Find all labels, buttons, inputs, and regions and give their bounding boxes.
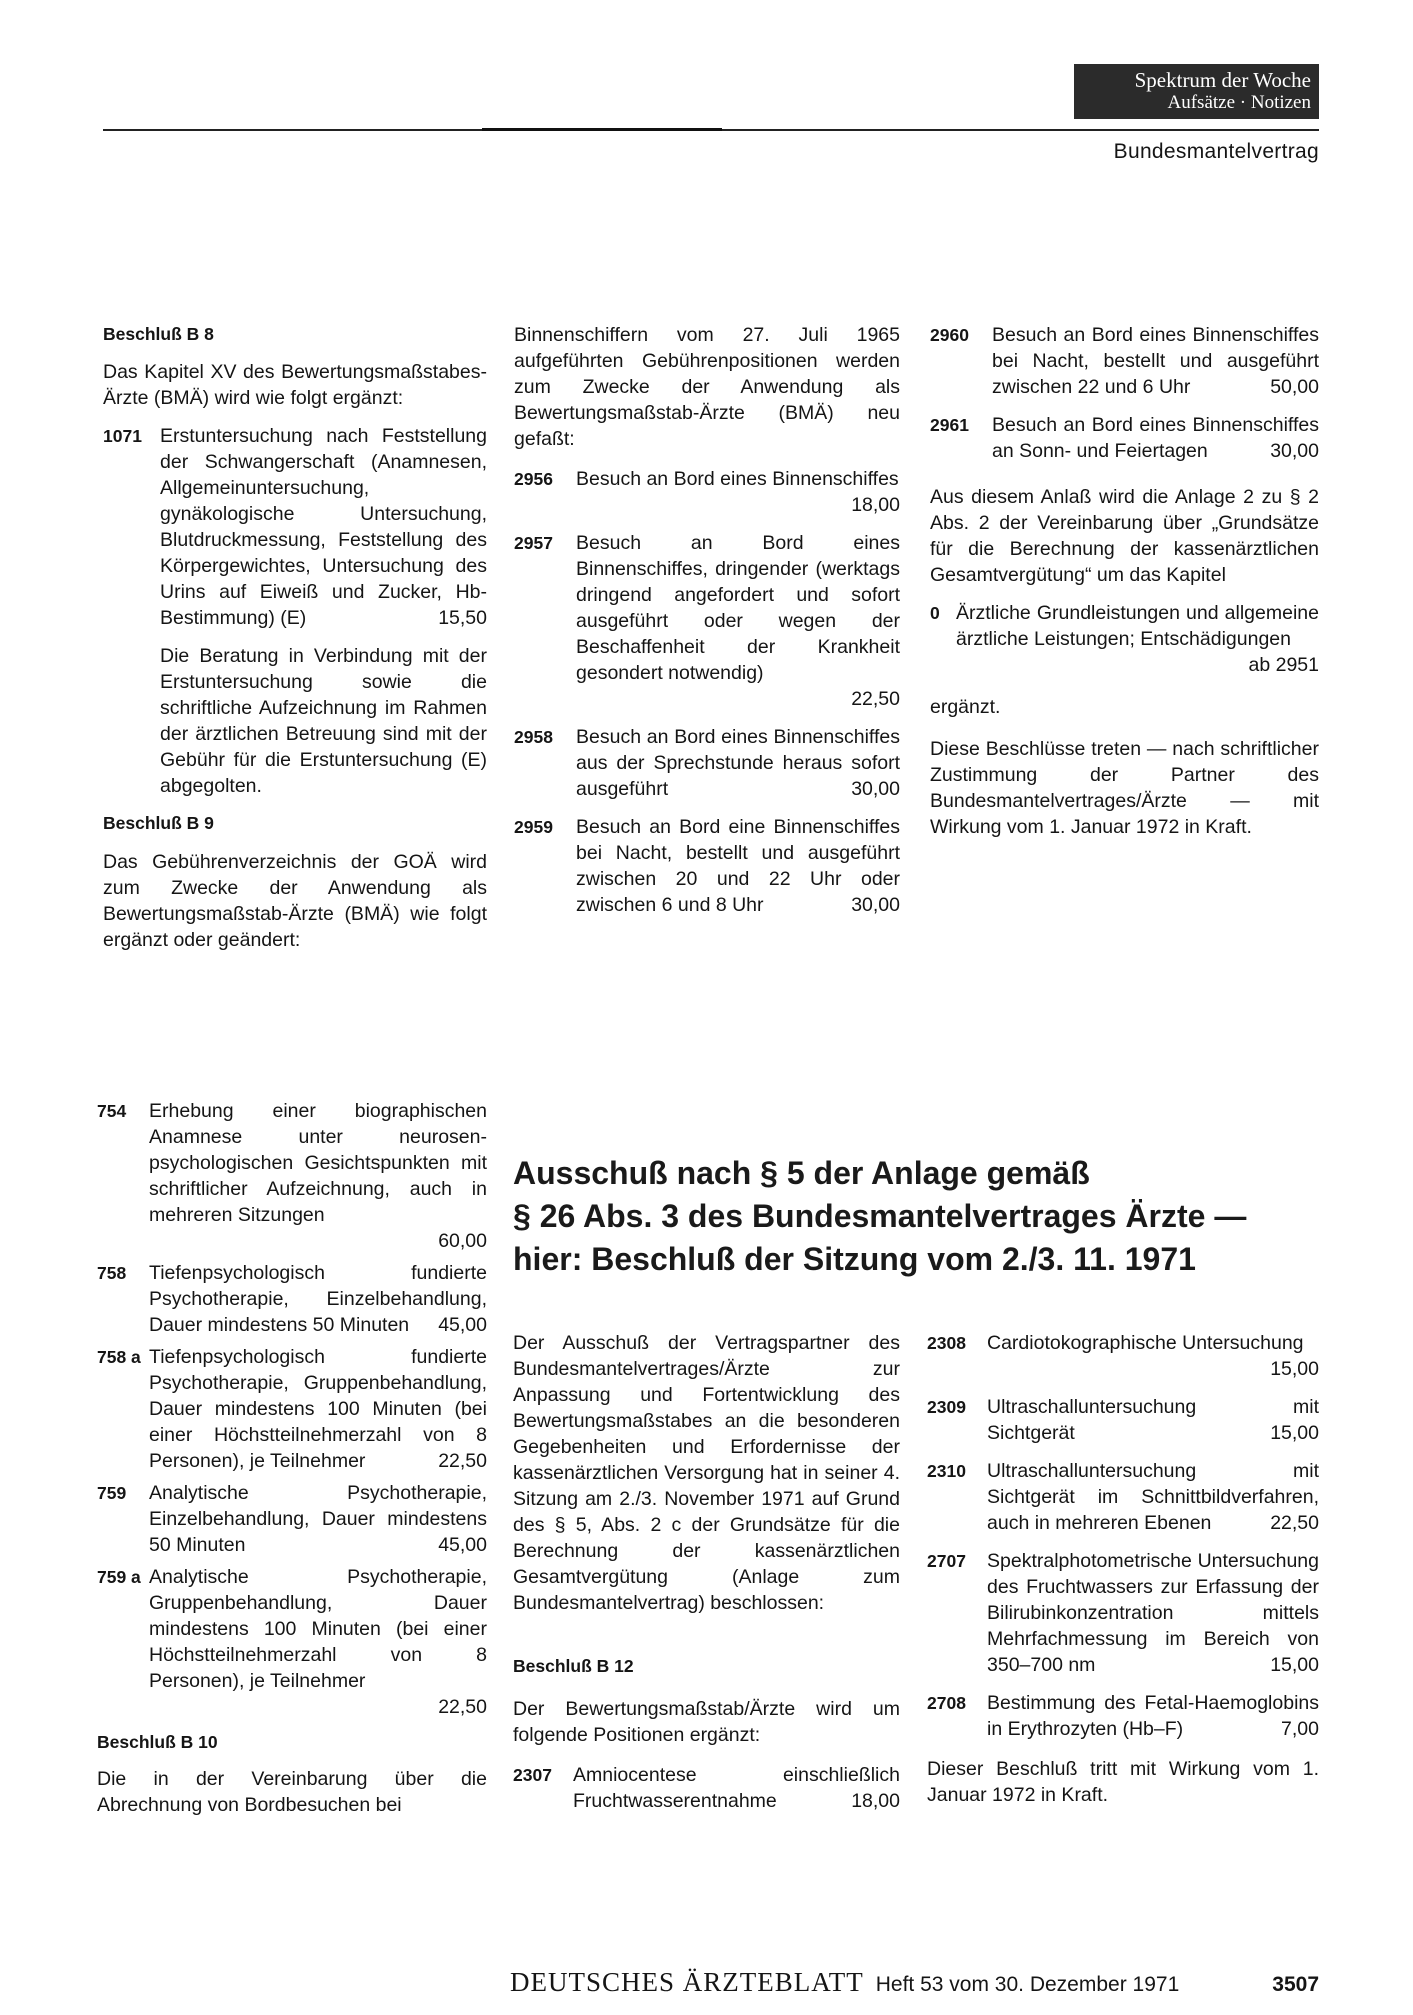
position-price: 60,00 — [438, 1230, 487, 1252]
position-759a — [97, 1564, 487, 1720]
position-price: 22,50 — [1270, 1512, 1319, 1534]
position-2959 — [514, 814, 900, 918]
position-text: Ultraschalluntersuchung mit Sichtgerät — [987, 1396, 1319, 1444]
position-text: Besuch an Bord eines Binnenschiffes, dringender (werktags dringend angefordert und sofort ausgeführt oder wegen der Beschaffenheit der Krankheit gesondert notwendig) — [576, 532, 900, 684]
closing-text: Dieser Beschluß tritt mit Wirkung vom 1. Januar 1972 in Kraft. — [927, 1758, 1319, 1806]
column-1-top — [103, 322, 487, 953]
position-number: 2309 — [927, 1397, 966, 1417]
position-text: Tiefenpsychologisch fundierte Psychotherapie, Einzelbehandlung, Dauer mindestens 50 Minuten — [149, 1262, 487, 1336]
position-price: 22,50 — [438, 1450, 487, 1472]
position-number: 2959 — [514, 817, 553, 837]
article-title-line1: Ausschuß nach § 5 der Anlage gemäß — [513, 1155, 1090, 1191]
column-2-bottom — [513, 1330, 900, 1814]
position-758 — [97, 1260, 487, 1338]
article-title-line2: § 26 Abs. 3 des Bundesmantelvertrages Ärzte — — [513, 1198, 1247, 1234]
section-badge — [1074, 64, 1319, 119]
beschluss-b8-intro: Das Kapitel XV des Bewertungsmaßstabes-Ärzte (BMÄ) wird wie folgt ergänzt: — [103, 361, 487, 409]
position-number: 2956 — [514, 469, 553, 489]
position-text: Ultraschalluntersuchung mit Sichtgerät im Schnittbildverfahren, auch in mehreren Ebenen — [987, 1460, 1319, 1534]
position-number: 754 — [97, 1101, 127, 1121]
position-2960 — [930, 322, 1319, 400]
chapter-number: 0 — [930, 603, 940, 623]
beschluss-b12-intro: Der Bewertungsmaßstab/Ärzte wird um folgende Positionen ergänzt: — [513, 1698, 900, 1746]
position-price: 7,00 — [1281, 1718, 1319, 1740]
position-758a — [97, 1344, 487, 1474]
position-2308 — [927, 1330, 1319, 1382]
position-number: 2957 — [514, 533, 553, 553]
position-1071-note: Die Beratung in Verbindung mit der Erstuntersuchung sowie die schriftliche Aufzeichnung im Rahmen der ärztlichen Betreuung sind mit der Gebühr für die Erstuntersuchung (E) abgegolten. — [160, 645, 487, 797]
position-2961 — [930, 412, 1319, 464]
position-759 — [97, 1480, 487, 1558]
column-3-bottom — [927, 1330, 1319, 1808]
column-3-top — [930, 322, 1319, 840]
beschluss-b10-text: Die in der Vereinbarung über die Abrechnung von Bordbesuchen bei — [97, 1768, 487, 1816]
column-1-bottom — [97, 1098, 487, 1818]
beschluss-b9-intro: Das Gebührenverzeichnis der GOÄ wird zum Zwecke der Anwendung als Bewertungsmaßstab-Ärzte (BMÄ) wie folgt ergänzt oder geändert: — [103, 851, 487, 951]
position-price: 15,00 — [1270, 1654, 1319, 1676]
column-2-intro: Binnenschiffern vom 27. Juli 1965 aufgeführten Gebührenpositionen werden zum Zwecke der Anwendung als Bewertungsmaßstab-Ärzte (BMÄ) neu gefaßt: — [514, 324, 900, 450]
position-text: Besuch an Bord eines Binnenschiffes an Sonn- und Feiertagen — [992, 414, 1319, 462]
position-price: 15,00 — [1270, 1422, 1319, 1444]
position-text: Erhebung einer biographischen Anamnese unter neurosen-psychologischen Gesichtspunkten mit schriftlicher Aufzeichnung, auch in mehreren Sitzungen — [149, 1100, 487, 1226]
ergaenzt-text: ergänzt. — [930, 696, 1001, 718]
position-price: 45,00 — [438, 1314, 487, 1336]
position-price: 22,50 — [438, 1696, 487, 1718]
position-price: 15,50 — [438, 607, 487, 629]
position-2707 — [927, 1548, 1319, 1678]
position-text: Erstuntersuchung nach Feststellung der Schwangerschaft (Anamnesen, Allgemeinuntersuchung, gynäkologische Untersuchung, Blutdruckmessung, Feststellung des Körpergewichtes, Untersuchung des Urins auf Eiweiß und Zucker, Hb-Bestimmung) (E) — [160, 425, 487, 629]
issue-info: Heft 53 vom 30. Dezember 1971 — [875, 1973, 1180, 1996]
position-number: 759 a — [97, 1567, 141, 1587]
position-number: 759 — [97, 1483, 127, 1503]
position-price: 50,00 — [1270, 376, 1319, 398]
beschluss-b8-heading: Beschluß B 8 — [103, 324, 214, 344]
position-text: Analytische Psychotherapie, Gruppenbehandlung, Dauer mindestens 100 Minuten (bei einer Höchstteilnehmerzahl von 8 Personen), je Teilnehmer — [149, 1566, 487, 1692]
position-number: 2960 — [930, 325, 969, 345]
position-2309 — [927, 1394, 1319, 1446]
header-rule-accent — [482, 128, 722, 131]
position-text: Besuch an Bord eine Binnenschiffes bei Nacht, bestellt und ausgeführt zwischen 20 und 22 Uhr oder zwischen 6 und 8 Uhr — [576, 816, 900, 916]
chapter-range: ab 2951 — [1248, 654, 1319, 676]
position-price: 45,00 — [438, 1534, 487, 1556]
column-2-top — [514, 322, 900, 918]
position-number: 758 — [97, 1263, 127, 1283]
position-2310 — [927, 1458, 1319, 1536]
badge-line2: Aufsätze · Notizen — [1167, 92, 1311, 113]
article-intro: Der Ausschuß der Vertragspartner des Bundesmantelvertrages/Ärzte zur Anpassung und Fortentwicklung des Bewertungsmaßstabes an die besonderen Gegebenheiten und Erfordernisse der kassenärztlichen Versorgung hat in seiner 4. Sitzung am 2./3. November 1971 auf Grund des § 5, Abs. 2 c der Grundsätze für die Berechnung der kassenärztlichen Gesamtvergütung (Anlage zum Bundesmantelvertrag) beschlossen: — [513, 1332, 900, 1614]
position-2708 — [927, 1690, 1319, 1742]
position-text: Tiefenpsychologisch fundierte Psychotherapie, Gruppenbehandlung, Dauer mindestens 100 Minuten (bei einer Höchstteilnehmerzahl von 8 Personen), je Teilnehmer — [149, 1346, 487, 1472]
position-text: Besuch an Bord eines Binnenschiffes — [576, 468, 899, 490]
position-text: Cardiotokographische Untersuchung — [987, 1332, 1304, 1354]
position-price: 18,00 — [851, 494, 900, 516]
position-text: Besuch an Bord eines Binnenschiffes aus der Sprechstunde heraus sofort ausgeführt — [576, 726, 900, 800]
position-number: 2707 — [927, 1551, 966, 1571]
badge-line1: Spektrum der Woche — [1134, 68, 1311, 92]
position-text: Besuch an Bord eines Binnenschiffes bei Nacht, bestellt und ausgeführt zwischen 22 und 6 Uhr — [992, 324, 1319, 398]
section-title: Bundesmantelvertrag — [1113, 140, 1319, 163]
position-price: 22,50 — [851, 688, 900, 710]
position-number: 2307 — [513, 1765, 552, 1785]
chapter-text: Ärztliche Grundleistungen und allgemeine ärztliche Leistungen; Entschädigungen — [956, 602, 1319, 650]
position-text: Amniocentese einschließlich Fruchtwasserentnahme — [573, 1764, 900, 1812]
position-price: 30,00 — [1270, 440, 1319, 462]
position-number: 2958 — [514, 727, 553, 747]
position-2307 — [513, 1762, 900, 1814]
article-title-line3: hier: Beschluß der Sitzung vom 2./3. 11. 1971 — [513, 1241, 1196, 1277]
masthead: DEUTSCHES ÄRZTEBLATT — [510, 1967, 864, 1997]
position-number: 1071 — [103, 426, 142, 446]
position-text: Analytische Psychotherapie, Einzelbehandlung, Dauer mindestens 50 Minuten — [149, 1482, 487, 1556]
position-price: 30,00 — [851, 778, 900, 800]
article-title — [513, 1152, 1303, 1281]
position-number: 2310 — [927, 1461, 966, 1481]
column-3-paragraph-2: Diese Beschlüsse treten — nach schriftlicher Zustimmung der Partner des Bundesmantelvertrages/Ärzte — mit Wirkung vom 1. Januar 1972 in Kraft. — [930, 738, 1319, 838]
position-1071 — [103, 423, 487, 631]
beschluss-b12-heading: Beschluß B 12 — [513, 1656, 634, 1676]
position-number: 2961 — [930, 415, 969, 435]
position-number: 2708 — [927, 1693, 966, 1713]
position-text: Bestimmung des Fetal-Haemoglobins in Erythrozyten (Hb–F) — [987, 1692, 1319, 1740]
column-3-paragraph-1: Aus diesem Anlaß wird die Anlage 2 zu § 2 Abs. 2 der Vereinbarung über „Grundsätze für die Berechnung der kassenärztlichen Gesamtvergütung“ um das Kapitel — [930, 486, 1319, 586]
position-number: 758 a — [97, 1347, 141, 1367]
position-price: 18,00 — [851, 1790, 900, 1812]
beschluss-b10-heading: Beschluß B 10 — [97, 1732, 218, 1752]
position-2958 — [514, 724, 900, 802]
position-price: 15,00 — [1270, 1358, 1319, 1380]
position-754 — [97, 1098, 487, 1254]
beschluss-b9-heading: Beschluß B 9 — [103, 813, 214, 833]
chapter-0 — [930, 600, 1319, 678]
page-footer — [510, 1967, 1319, 1998]
position-text: Spektralphotometrische Untersuchung des Fruchtwassers zur Erfassung der Bilirubinkonzentration mittels Mehrfachmessung im Bereich von 350–700 nm — [987, 1550, 1319, 1676]
page-number: 3507 — [1272, 1973, 1319, 1996]
position-price: 30,00 — [851, 894, 900, 916]
position-2956 — [514, 466, 900, 518]
position-2957 — [514, 530, 900, 712]
position-number: 2308 — [927, 1333, 966, 1353]
